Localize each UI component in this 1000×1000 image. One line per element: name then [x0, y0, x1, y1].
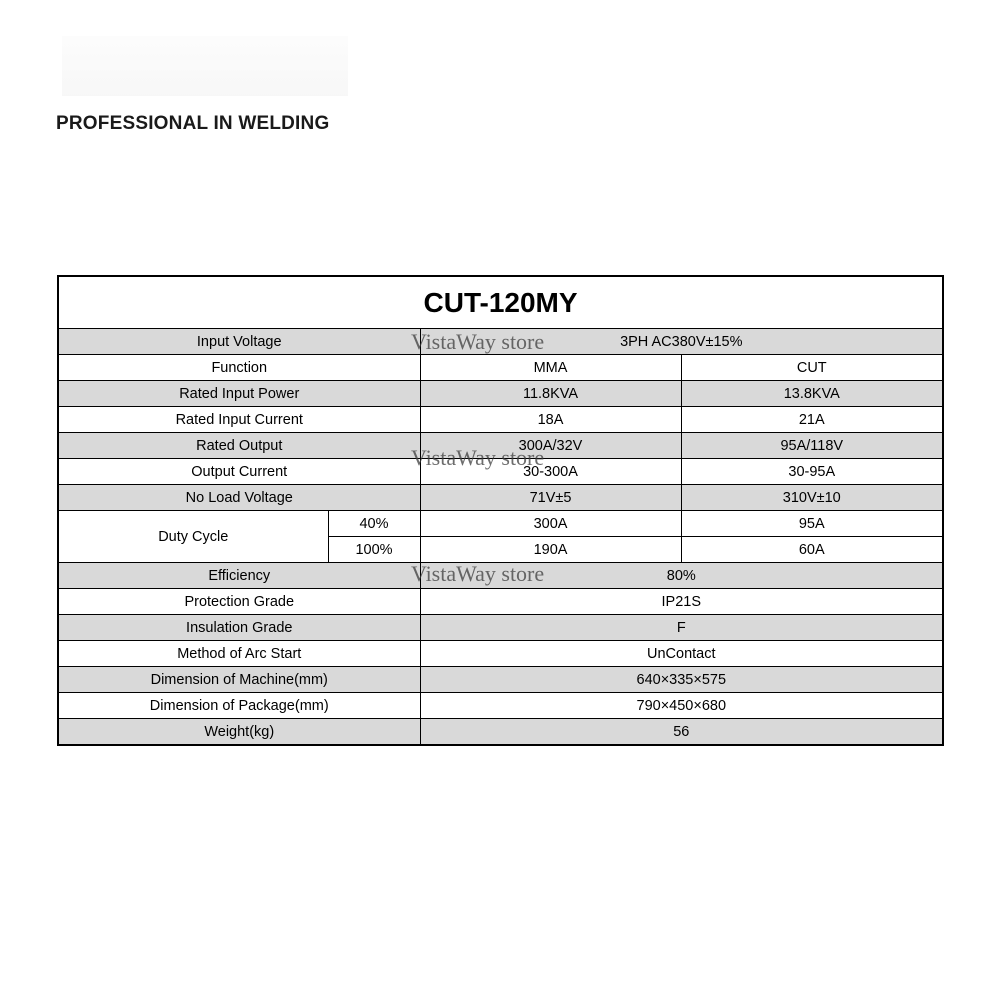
spec-table	[57, 275, 944, 746]
row-value: 640×335×575	[420, 667, 943, 693]
brand-logo-faded	[62, 36, 348, 96]
cut-value: 95A	[681, 511, 943, 537]
table-row	[58, 693, 943, 719]
cut-value: 95A/118V	[681, 433, 943, 459]
mma-value: 18A	[420, 407, 681, 433]
table-row	[58, 589, 943, 615]
table-row	[58, 407, 943, 433]
row-label: Weight(kg)	[58, 719, 420, 746]
row-label: Insulation Grade	[58, 615, 420, 641]
table-title: CUT-120MY	[58, 276, 943, 329]
row-value: F	[420, 615, 943, 641]
row-label: Duty Cycle	[58, 511, 328, 563]
cut-value: 60A	[681, 537, 943, 563]
mma-value: 300A	[420, 511, 681, 537]
row-label: Output Current	[58, 459, 420, 485]
table-row	[58, 381, 943, 407]
cut-value: 30-95A	[681, 459, 943, 485]
cut-value: 310V±10	[681, 485, 943, 511]
table-row	[58, 511, 943, 537]
row-label: Input Voltage	[58, 329, 420, 355]
mma-value: 11.8KVA	[420, 381, 681, 407]
row-label: Method of Arc Start	[58, 641, 420, 667]
mma-value: 300A/32V	[420, 433, 681, 459]
table-row	[58, 667, 943, 693]
row-label: Efficiency	[58, 563, 420, 589]
cut-value: 21A	[681, 407, 943, 433]
row-label: Dimension of Machine(mm)	[58, 667, 420, 693]
row-label: No Load Voltage	[58, 485, 420, 511]
duty-percent: 40%	[328, 511, 420, 537]
table-row	[58, 329, 943, 355]
brand-tagline: PROFESSIONAL IN WELDING	[56, 113, 330, 134]
table-row	[58, 615, 943, 641]
table-row	[58, 459, 943, 485]
table-row	[58, 355, 943, 381]
row-value: 3PH AC380V±15%	[420, 329, 943, 355]
row-value: UnContact	[420, 641, 943, 667]
watermark-text: VistaWay store	[411, 561, 545, 586]
table-row	[58, 641, 943, 667]
watermark-text: VistaWay store	[411, 445, 545, 470]
table-row	[58, 719, 943, 746]
table-row	[58, 485, 943, 511]
mma-header: MMA	[420, 355, 681, 381]
row-label: Rated Input Current	[58, 407, 420, 433]
row-value: 80%	[420, 563, 943, 589]
mma-value: 30-300A	[420, 459, 681, 485]
row-value: 790×450×680	[420, 693, 943, 719]
mma-value: 71V±5	[420, 485, 681, 511]
table-row	[58, 433, 943, 459]
row-label: Rated Input Power	[58, 381, 420, 407]
mma-value: 190A	[420, 537, 681, 563]
row-label: Rated Output	[58, 433, 420, 459]
duty-percent: 100%	[328, 537, 420, 563]
row-label: Function	[58, 355, 420, 381]
watermark-text: VistaWay store	[411, 329, 545, 354]
row-value: IP21S	[420, 589, 943, 615]
table-row	[58, 563, 943, 589]
cut-value: 13.8KVA	[681, 381, 943, 407]
row-label: Protection Grade	[58, 589, 420, 615]
cut-header: CUT	[681, 355, 943, 381]
row-value: 56	[420, 719, 943, 746]
row-label: Dimension of Package(mm)	[58, 693, 420, 719]
